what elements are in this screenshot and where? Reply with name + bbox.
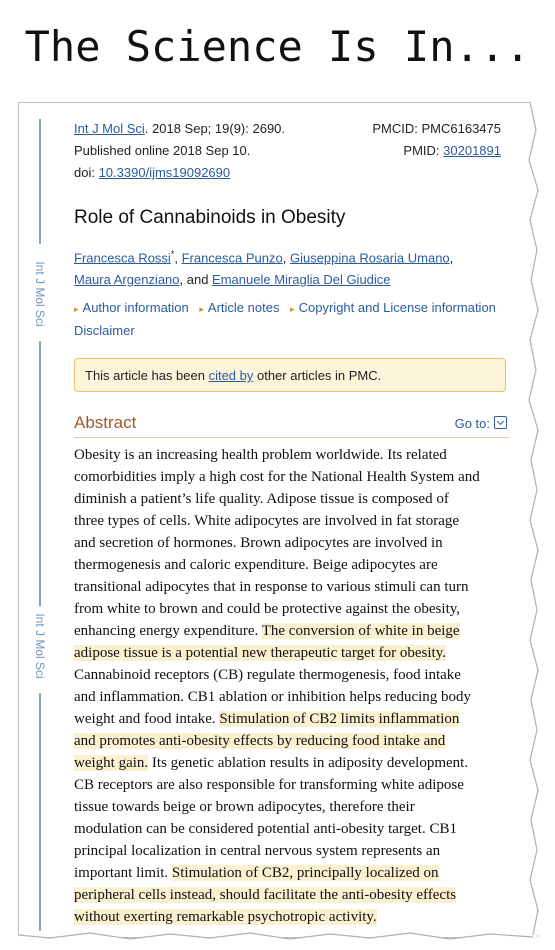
citation-text: . 2018 Sep; 19(9): 2690. xyxy=(144,121,286,136)
abstract-divider xyxy=(74,437,509,438)
article-info-links xyxy=(74,297,524,342)
abstract-line: and secretion of hormones. Brown adipocytes are involved in xyxy=(74,535,443,551)
abstract-text: important limit. xyxy=(74,865,172,881)
abstract-line: comorbidities imply a high cost for the National Health System and xyxy=(74,469,480,485)
abstract-line: principal localization in central nervous system represents an xyxy=(74,843,441,859)
article-notes-toggle[interactable]: ▸ Article notes xyxy=(199,300,280,315)
page-heading: The Science Is In... xyxy=(24,22,531,71)
abstract-line: thermogenesis and caloric expenditure. Beige adipocytes are xyxy=(74,557,438,573)
citation-line xyxy=(74,121,285,136)
author-list: Francesca Rossi*, Francesca Punzo, Giuseppina Rosaria Umano, Maura Argenziano, and Emanuele Miraglia Del Giudice xyxy=(74,249,454,288)
cited-by-notice xyxy=(74,358,506,392)
rail-line xyxy=(39,119,41,244)
abstract-text: Its genetic ablation results in adiposity development. xyxy=(148,755,469,771)
abstract-line xyxy=(74,620,514,642)
journal-side-rail xyxy=(34,119,46,931)
author-link[interactable]: Maura Argenziano xyxy=(74,272,180,288)
pmid-link[interactable]: 30201891 xyxy=(443,143,501,158)
highlighted-text: adipose tissue is a potential new therapeutic target for obesity. xyxy=(74,645,446,661)
rail-label-top: Int J Mol Sci xyxy=(33,261,47,327)
abstract-line: CB receptors are also responsible for transforming white adipose xyxy=(74,777,464,793)
goto-menu[interactable] xyxy=(455,416,507,431)
abstract-line xyxy=(74,906,514,928)
highlighted-text: peripheral cells instead, should facilitate the anti-obesity effects xyxy=(74,887,457,903)
abstract-heading: Abstract xyxy=(74,413,137,432)
copyright-toggle[interactable]: ▸ Copyright and License information xyxy=(290,300,496,315)
article-card xyxy=(18,102,538,938)
cited-by-link[interactable]: cited by xyxy=(208,368,254,383)
cited-text: This article has been xyxy=(85,368,209,383)
abstract-line xyxy=(74,730,514,752)
highlighted-text: The conversion of white in beige xyxy=(261,623,460,639)
published-date: Published online 2018 Sep 10. xyxy=(74,143,251,158)
abstract-line: Cannabinoid receptors (CB) regulate thermogenesis, food intake xyxy=(74,667,461,683)
doi-line xyxy=(74,165,230,180)
triangle-right-icon: ▸ xyxy=(290,304,295,314)
journal-link[interactable]: Int J Mol Sci xyxy=(74,121,145,136)
rail-line xyxy=(39,341,41,606)
abstract-line xyxy=(74,708,514,730)
pmid-label: PMID: xyxy=(403,143,444,158)
highlighted-text: without exerting remarkable psychotropic activity. xyxy=(74,909,377,925)
author-link[interactable]: Giuseppina Rosaria Umano xyxy=(289,250,450,266)
abstract-line: transitional adipocytes that in response to various stimuli can turn xyxy=(74,579,469,595)
abstract-line: and inflammation. CB1 ablation or inhibition helps reducing body xyxy=(74,689,472,705)
corresponding-mark: * xyxy=(170,249,175,259)
abstract-line: three types of cells. White adipocytes are involved in fat storage xyxy=(74,513,460,529)
abstract-line xyxy=(74,862,514,884)
abstract-text: weight and food intake. xyxy=(74,711,220,727)
abstract-line xyxy=(74,752,514,774)
disclaimer-link[interactable]: Disclaimer xyxy=(74,323,135,338)
goto-label: Go to: xyxy=(454,416,490,431)
abstract-line xyxy=(74,642,514,664)
chevron-down-icon xyxy=(494,416,507,429)
triangle-right-icon: ▸ xyxy=(74,304,79,314)
author-separator: , and xyxy=(179,272,213,288)
rail-label-bottom: Int J Mol Sci xyxy=(33,613,47,679)
abstract-line: modulation can be considered potential anti-obesity target. CB1 xyxy=(74,821,457,837)
author-link[interactable]: Emanuele Miraglia Del Giudice xyxy=(212,272,391,288)
highlighted-text: Stimulation of CB2, principally localized on xyxy=(171,865,439,881)
pmcid: PMCID: PMC6163475 xyxy=(372,121,501,136)
doi-link[interactable]: 10.3390/ijms19092690 xyxy=(98,165,231,180)
abstract-line: from white to brown and could be protective against the obesity, xyxy=(74,601,461,617)
abstract-line: tissue towards beige or brown adipocytes, therefore their xyxy=(74,799,415,815)
author-information-toggle[interactable]: ▸ Author information xyxy=(74,300,189,315)
abstract-text: enhancing energy expenditure. xyxy=(74,623,262,639)
author-link[interactable]: Francesca Rossi xyxy=(74,250,171,266)
triangle-right-icon: ▸ xyxy=(199,304,204,314)
doi-label: doi: xyxy=(74,165,99,180)
rail-line xyxy=(39,693,41,931)
pmid-line xyxy=(403,143,501,158)
article-title: Role of Cannabinoids in Obesity xyxy=(74,207,346,228)
abstract-line: Obesity is an increasing health problem worldwide. Its related xyxy=(74,447,447,463)
abstract-line: diminish a patient’s life quality. Adipose tissue is composed of xyxy=(74,491,449,507)
abstract-line xyxy=(74,884,514,906)
author-link[interactable]: Francesca Punzo xyxy=(181,250,283,266)
highlighted-text: Stimulation of CB2 limits inflammation xyxy=(219,711,460,727)
highlighted-text: and promotes anti-obesity effects by reducing food intake and xyxy=(74,733,446,749)
cited-text: other articles in PMC. xyxy=(253,368,382,383)
highlighted-text: weight gain. xyxy=(74,755,149,771)
abstract-body xyxy=(74,444,514,928)
